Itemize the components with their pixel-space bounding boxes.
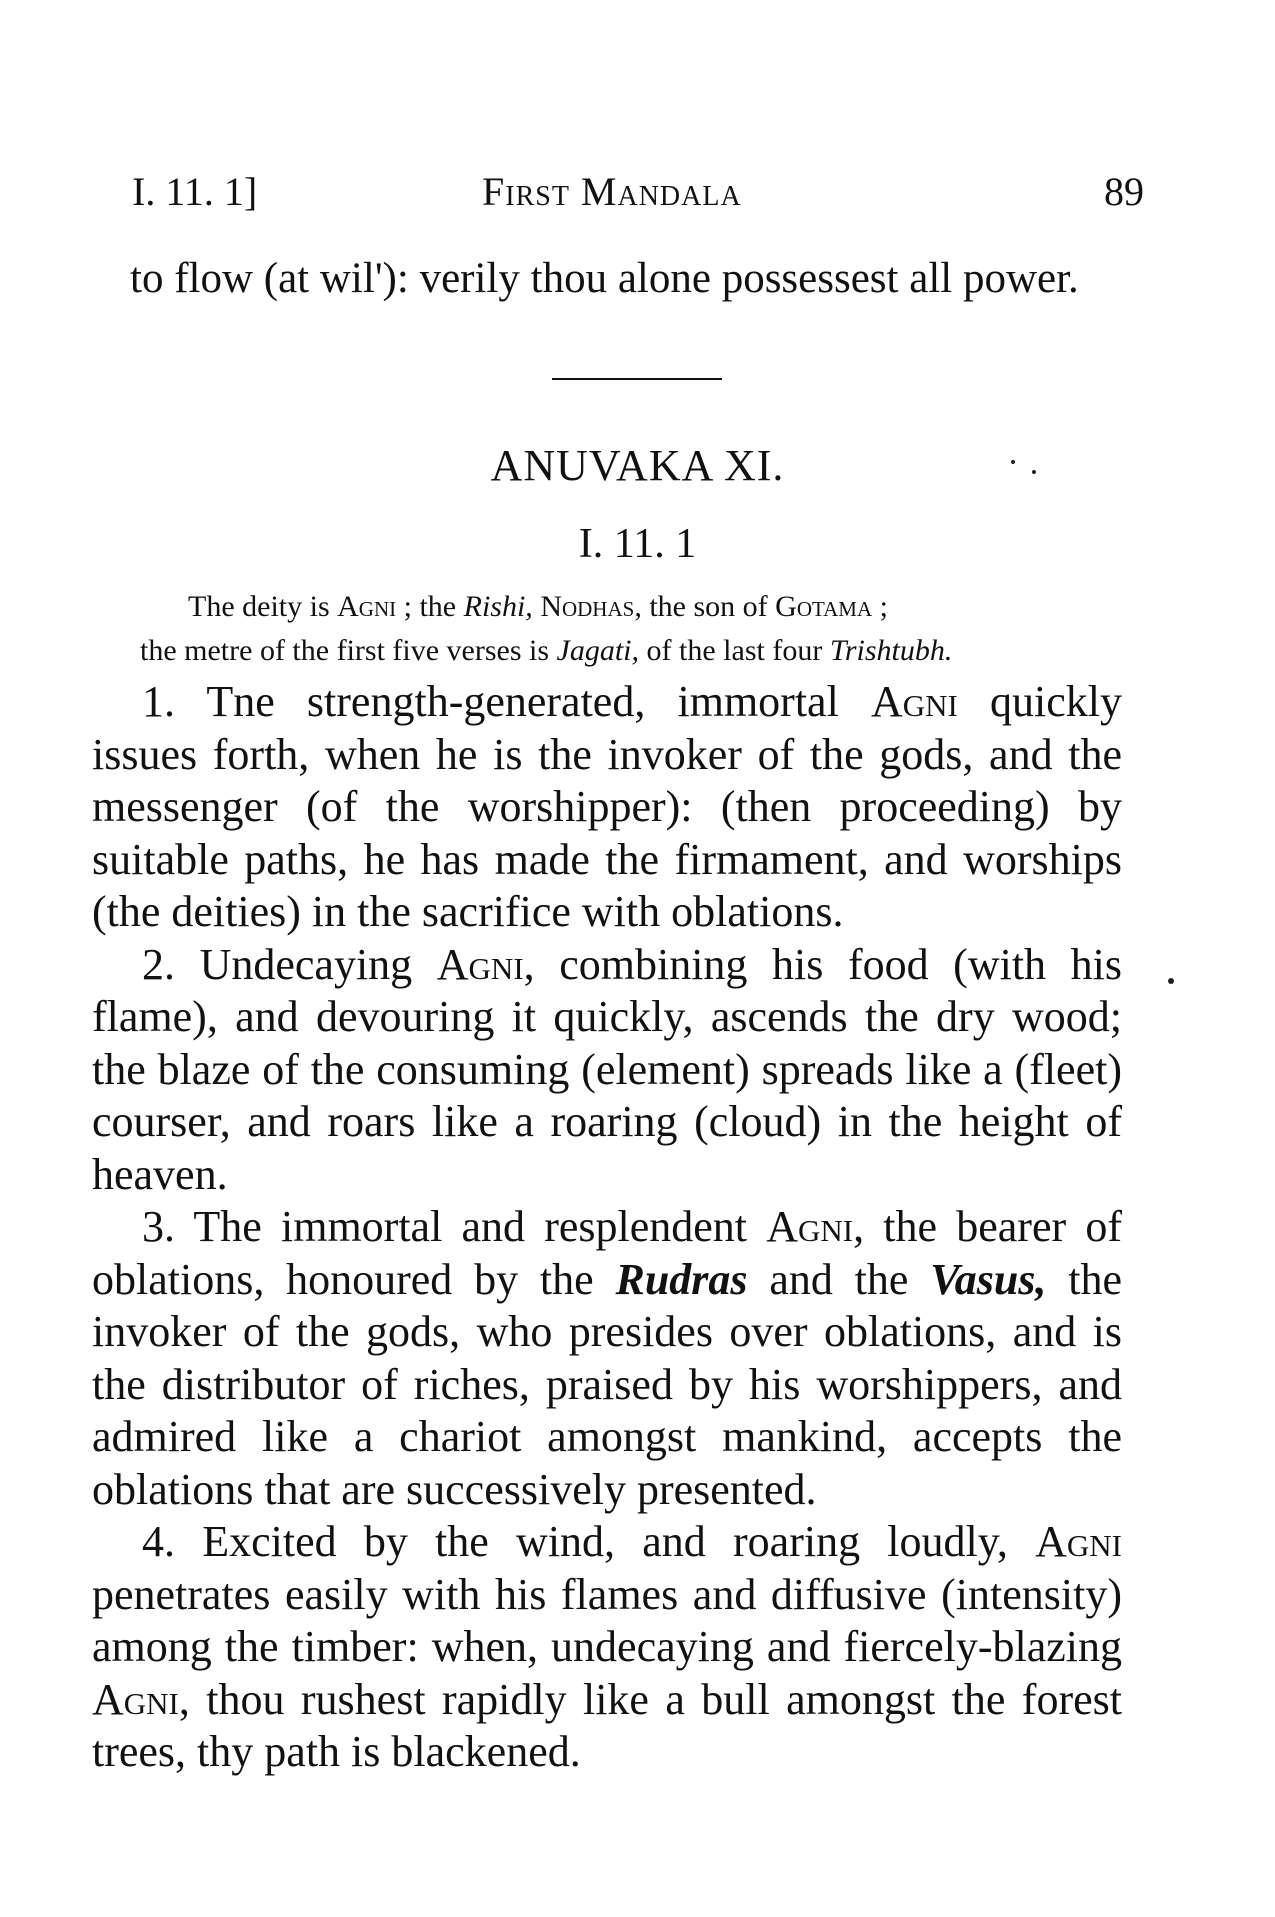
header-reference: I. 11. 1] — [132, 169, 258, 214]
note-text: ; — [872, 590, 888, 623]
verse-3 — [92, 1201, 1122, 1516]
metre-trishtubh: Trishtubh. — [829, 634, 953, 667]
agni-name: Agni — [1035, 1517, 1122, 1566]
rishi-label: Rishi, — [463, 590, 533, 623]
verse-2 — [92, 939, 1122, 1202]
verse-1 — [92, 676, 1122, 939]
verse-text: and the — [747, 1254, 931, 1304]
verse-text: 3. The immortal and resplendent — [142, 1202, 767, 1251]
verse-text: the invoker of the gods, who presides over oblations, and is the distributor of riches, praised by his worshippers, and admired like a chariot amongst mankind, accepts the oblations that are successively presented. — [92, 1254, 1122, 1514]
vasus-name: Vasus, — [930, 1254, 1047, 1304]
verse-text: , the bearer of oblations, honoured by the — [92, 1202, 1122, 1304]
scan-speck — [1168, 978, 1174, 984]
deity-metre-note — [140, 585, 1140, 673]
deity-name: Agni — [337, 590, 397, 623]
scan-speck — [1011, 460, 1015, 464]
verse-text: , thou rushest rapidly like a bull amongst the forest trees, thy path is blackened. — [92, 1674, 1122, 1776]
verse-text: 2. Undecaying — [142, 939, 437, 989]
note-line-1 — [140, 585, 1140, 629]
agni-name: Agni — [870, 677, 958, 726]
agni-name: Agni — [92, 1674, 179, 1724]
note-text: The deity is — [188, 590, 338, 623]
carry-over-text: to flow (at wil'): verily thou alone possessest all power. — [130, 255, 1079, 302]
note-text: the son of — [641, 590, 776, 623]
verse-list — [92, 676, 1122, 1779]
sukta-reference: I. 11. 1 — [578, 521, 697, 567]
section-heading: ANUVAKA XI. — [490, 441, 785, 490]
verse-4 — [92, 1516, 1122, 1779]
verse-text: 1. Tne strength-generated, immortal — [142, 677, 871, 726]
agni-name: Agni — [436, 939, 524, 989]
rishi-name: Nodhas, — [540, 590, 642, 623]
note-text: the metre of the first five verses is — [140, 634, 557, 667]
metre-jagati: Jagati, — [556, 634, 640, 667]
note-text: ; the — [396, 590, 464, 623]
verse-text: quickly issues forth, when he is the invoker of the gods, and the messenger (of the worshipper): (then proceeding) by suitable paths, he has made the firmament, and worships (the deities) in the sacrifice with oblations. — [92, 677, 1122, 936]
rudras-name: Rudras — [615, 1254, 748, 1304]
note-line-2 — [140, 629, 1140, 673]
agni-name: Agni — [766, 1202, 854, 1251]
header-title: First Mandala — [482, 169, 742, 214]
running-header — [132, 168, 1144, 218]
page-number: 89 — [1104, 169, 1144, 214]
verse-text: penetrates easily with his flames and diffusive (intensity) among the timber: when, undecaying and fiercely-blazing — [92, 1569, 1122, 1671]
gotama-name: Gotama — [775, 590, 873, 623]
section-divider — [552, 378, 722, 380]
verse-text: , combining his food (with his flame), and devouring it quickly, ascends the dry wood; the blaze of the consuming (element) spreads like a (fleet) courser, and roars like a roaring (cloud) in the height of heaven. — [92, 939, 1122, 1199]
note-text: of the last four — [639, 634, 830, 667]
verse-text: 4. Excited by the wind, and roaring loudly, — [142, 1517, 1036, 1566]
scan-speck — [1032, 470, 1036, 474]
